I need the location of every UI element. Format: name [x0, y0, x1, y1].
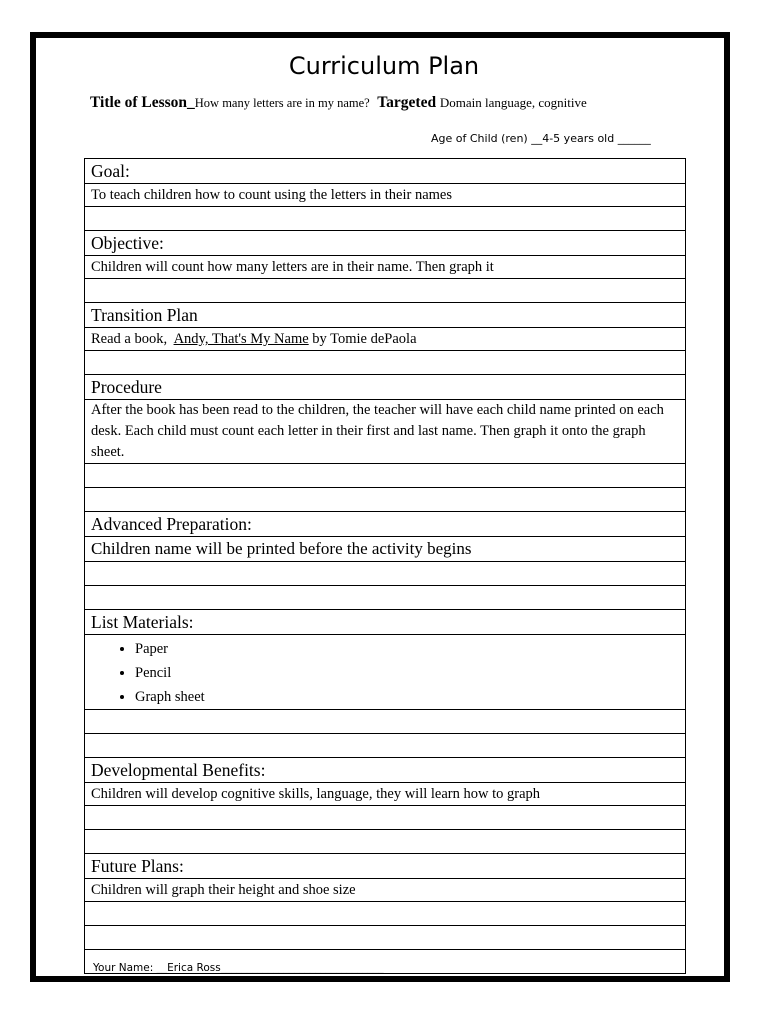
material-item: • Graph sheet: [135, 685, 679, 709]
domain-value: Domain language, cognitive: [439, 95, 587, 110]
benefits-text: Children will develop cognitive skills, language, they will learn how to graph: [85, 783, 686, 806]
goal-heading: Goal:: [85, 159, 686, 184]
age-trailing: ______: [617, 132, 651, 145]
blank-row: [85, 207, 686, 231]
materials-heading: List Materials:: [85, 610, 686, 635]
transition-text: [85, 328, 686, 351]
age-value: 4-5 years old: [542, 132, 615, 145]
goal-text: To teach children how to count using the letters in their names: [85, 184, 686, 207]
objective-text: Children will count how many letters are in their name. Then graph it: [85, 256, 686, 279]
plan-table: [84, 158, 686, 974]
blank-row: [85, 351, 686, 375]
lesson-title-label: Title of Lesson_: [90, 94, 195, 111]
procedure-heading: Procedure: [85, 375, 686, 400]
future-heading: Future Plans:: [85, 854, 686, 879]
targeted-label: Targeted: [377, 94, 437, 111]
blank-row: [85, 926, 686, 950]
materials-cell: [85, 635, 686, 710]
materials-list: [91, 635, 679, 709]
transition-prefix: Read a book,: [91, 331, 174, 347]
future-text: Children will graph their height and shoe size: [85, 879, 686, 902]
material-item: • Pencil: [135, 661, 679, 685]
blank-row: [85, 902, 686, 926]
your-name-value: Erica Ross: [167, 962, 221, 974]
blank-row: [85, 464, 686, 488]
blank-row: [85, 830, 686, 854]
your-name-line: [93, 962, 383, 974]
blank-row: [85, 734, 686, 758]
blank-row: [85, 279, 686, 303]
age-line: [431, 132, 651, 145]
lesson-title-line: [90, 94, 710, 112]
page-title: Curriculum Plan: [288, 52, 480, 80]
lesson-title-value: How many letters are in my name?: [194, 96, 370, 110]
blank-row: [85, 562, 686, 586]
blank-row: [85, 488, 686, 512]
material-item: • Paper: [135, 637, 679, 661]
transition-suffix: by Tomie dePaola: [308, 331, 417, 347]
transition-heading: Transition Plan: [85, 303, 686, 328]
your-name-trailing: _______________________________: [220, 962, 384, 974]
procedure-text: After the book has been read to the children, the teacher will have each child name printed on each desk. Each child must count each letter in their first and last name. Then graph it onto the graph sheet.: [85, 400, 686, 464]
advanced-text: Children name will be printed before the activity begins: [85, 537, 686, 562]
advanced-heading: Advanced Preparation:: [85, 512, 686, 537]
your-name-label: Your Name: __: [93, 962, 168, 974]
book-title: Andy, That's My Name: [173, 331, 309, 347]
age-label: Age of Child (ren) __: [431, 132, 543, 145]
benefits-heading: Developmental Benefits:: [85, 758, 686, 783]
objective-heading: Objective:: [85, 231, 686, 256]
blank-row: [85, 586, 686, 610]
blank-row: [85, 710, 686, 734]
blank-row: [85, 806, 686, 830]
